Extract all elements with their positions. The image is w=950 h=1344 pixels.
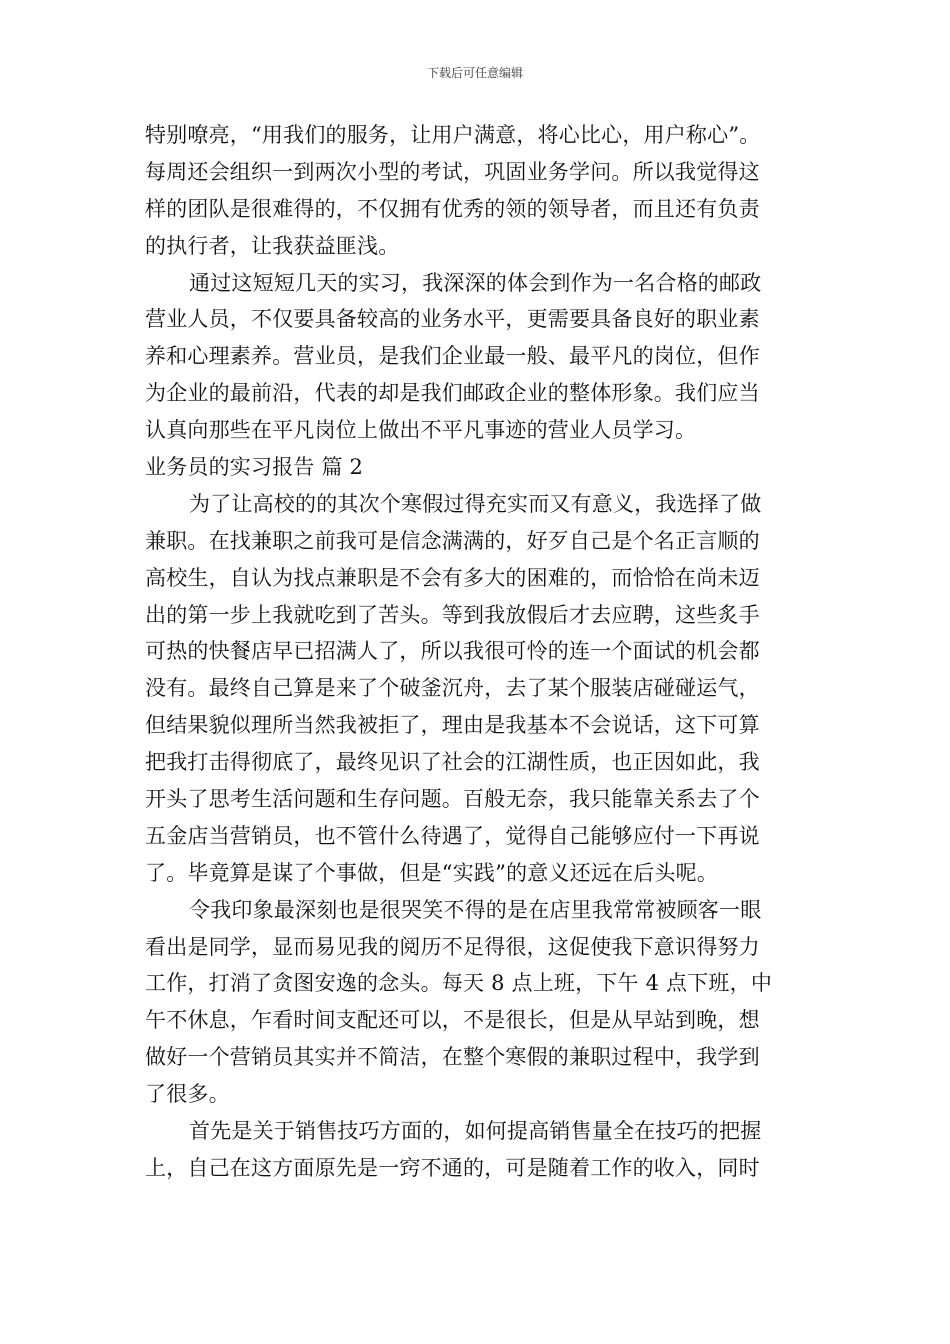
paragraph-line: 午不休息，乍看时间支配还可以，不是很长，但是从早站到晚，想: [145, 1008, 760, 1033]
paragraph-first-line: 首先是关于销售技巧方面的，如何提高销售量全在技巧的把握: [189, 1119, 762, 1144]
paragraph-line: 工作，打消了贪图安逸的念头。每天 8 点上班，下午 4 点下班，中: [145, 971, 773, 996]
paragraph-line: 营业人员，不仅要具备较高的业务水平，更需要具备良好的职业素: [145, 307, 760, 332]
section-heading: 业务员的实习报告 篇 2: [145, 455, 364, 480]
paragraph-line: 的执行者，让我获益匪浅。: [145, 233, 400, 258]
paragraph-line: 但结果貌似理所当然我被拒了，理由是我基本不会说话，这下可算: [145, 713, 760, 738]
paragraph-line: 看出是同学，显而易见我的阅历不足得很，这促使我下意识得努力: [145, 934, 760, 959]
paragraph-line: 了很多。: [145, 1082, 230, 1107]
paragraph-line: 每周还会组织一到两次小型的考试，巩固业务学问。所以我觉得这: [145, 159, 760, 184]
paragraph-line: 出的第一步上我就吃到了苦头。等到我放假后才去应聘，这些炙手: [145, 602, 760, 627]
paragraph-line: 认真向那些在平凡岗位上做出不平凡事迹的营业人员学习。: [145, 418, 697, 443]
paragraph-first-line: 令我印象最深刻也是很哭笑不得的是在店里我常常被顾客一眼: [189, 897, 762, 922]
paragraph-line: 了。毕竟算是谋了个事做，但是“实践”的意义还远在后头呢。: [145, 860, 719, 885]
paragraph-line: 开头了思考生活问题和生存问题。百般无奈，我只能靠关系去了个: [145, 787, 760, 812]
paragraph-first-line: 为了让高校的的其次个寒假过得充实而又有意义，我选择了做: [189, 491, 762, 516]
page-header: 下载后可任意编辑: [426, 66, 523, 80]
paragraph-line: 做好一个营销员其实并不简洁，在整个寒假的兼职过程中，我学到: [145, 1045, 760, 1070]
paragraph-line: 没有。最终自己算是来了个破釜沉舟，去了某个服装店碰碰运气，: [145, 676, 760, 701]
paragraph-line: 兼职。在找兼职之前我可是信念满满的，好歹自己是个名正言顺的: [145, 528, 760, 553]
paragraph-line: 上，自己在这方面原先是一窍不通的，可是随着工作的收入，同时: [145, 1155, 760, 1180]
paragraph-line: 为企业的最前沿，代表的却是我们邮政企业的整体形象。我们应当: [145, 381, 760, 406]
paragraph-line: 特别嘹亮，“用我们的服务，让用户满意，将心比心，用户称心”。: [145, 123, 761, 147]
paragraph-first-line: 通过这短短几天的实习，我深深的体会到作为一名合格的邮政: [189, 270, 762, 295]
paragraph-line: 把我打击得彻底了，最终见识了社会的江湖性质，也正因如此，我: [145, 750, 760, 775]
paragraph-line: 五金店当营销员，也不管什么待遇了，觉得自己能够应付一下再说: [145, 823, 760, 848]
paragraph-line: 高校生，自认为找点兼职是不会有多大的困难的，而恰恰在尚未迈: [145, 565, 760, 590]
paragraph-line: 养和心理素养。营业员，是我们企业最一般、最平凡的岗位，但作: [145, 344, 760, 369]
paragraph-line: 样的团队是很难得的，不仅拥有优秀的领的领导者，而且还有负责: [145, 196, 760, 221]
paragraph-line: 可热的快餐店早已招满人了，所以我很可怜的连一个面试的机会都: [145, 639, 760, 664]
document-body: [145, 117, 813, 1187]
